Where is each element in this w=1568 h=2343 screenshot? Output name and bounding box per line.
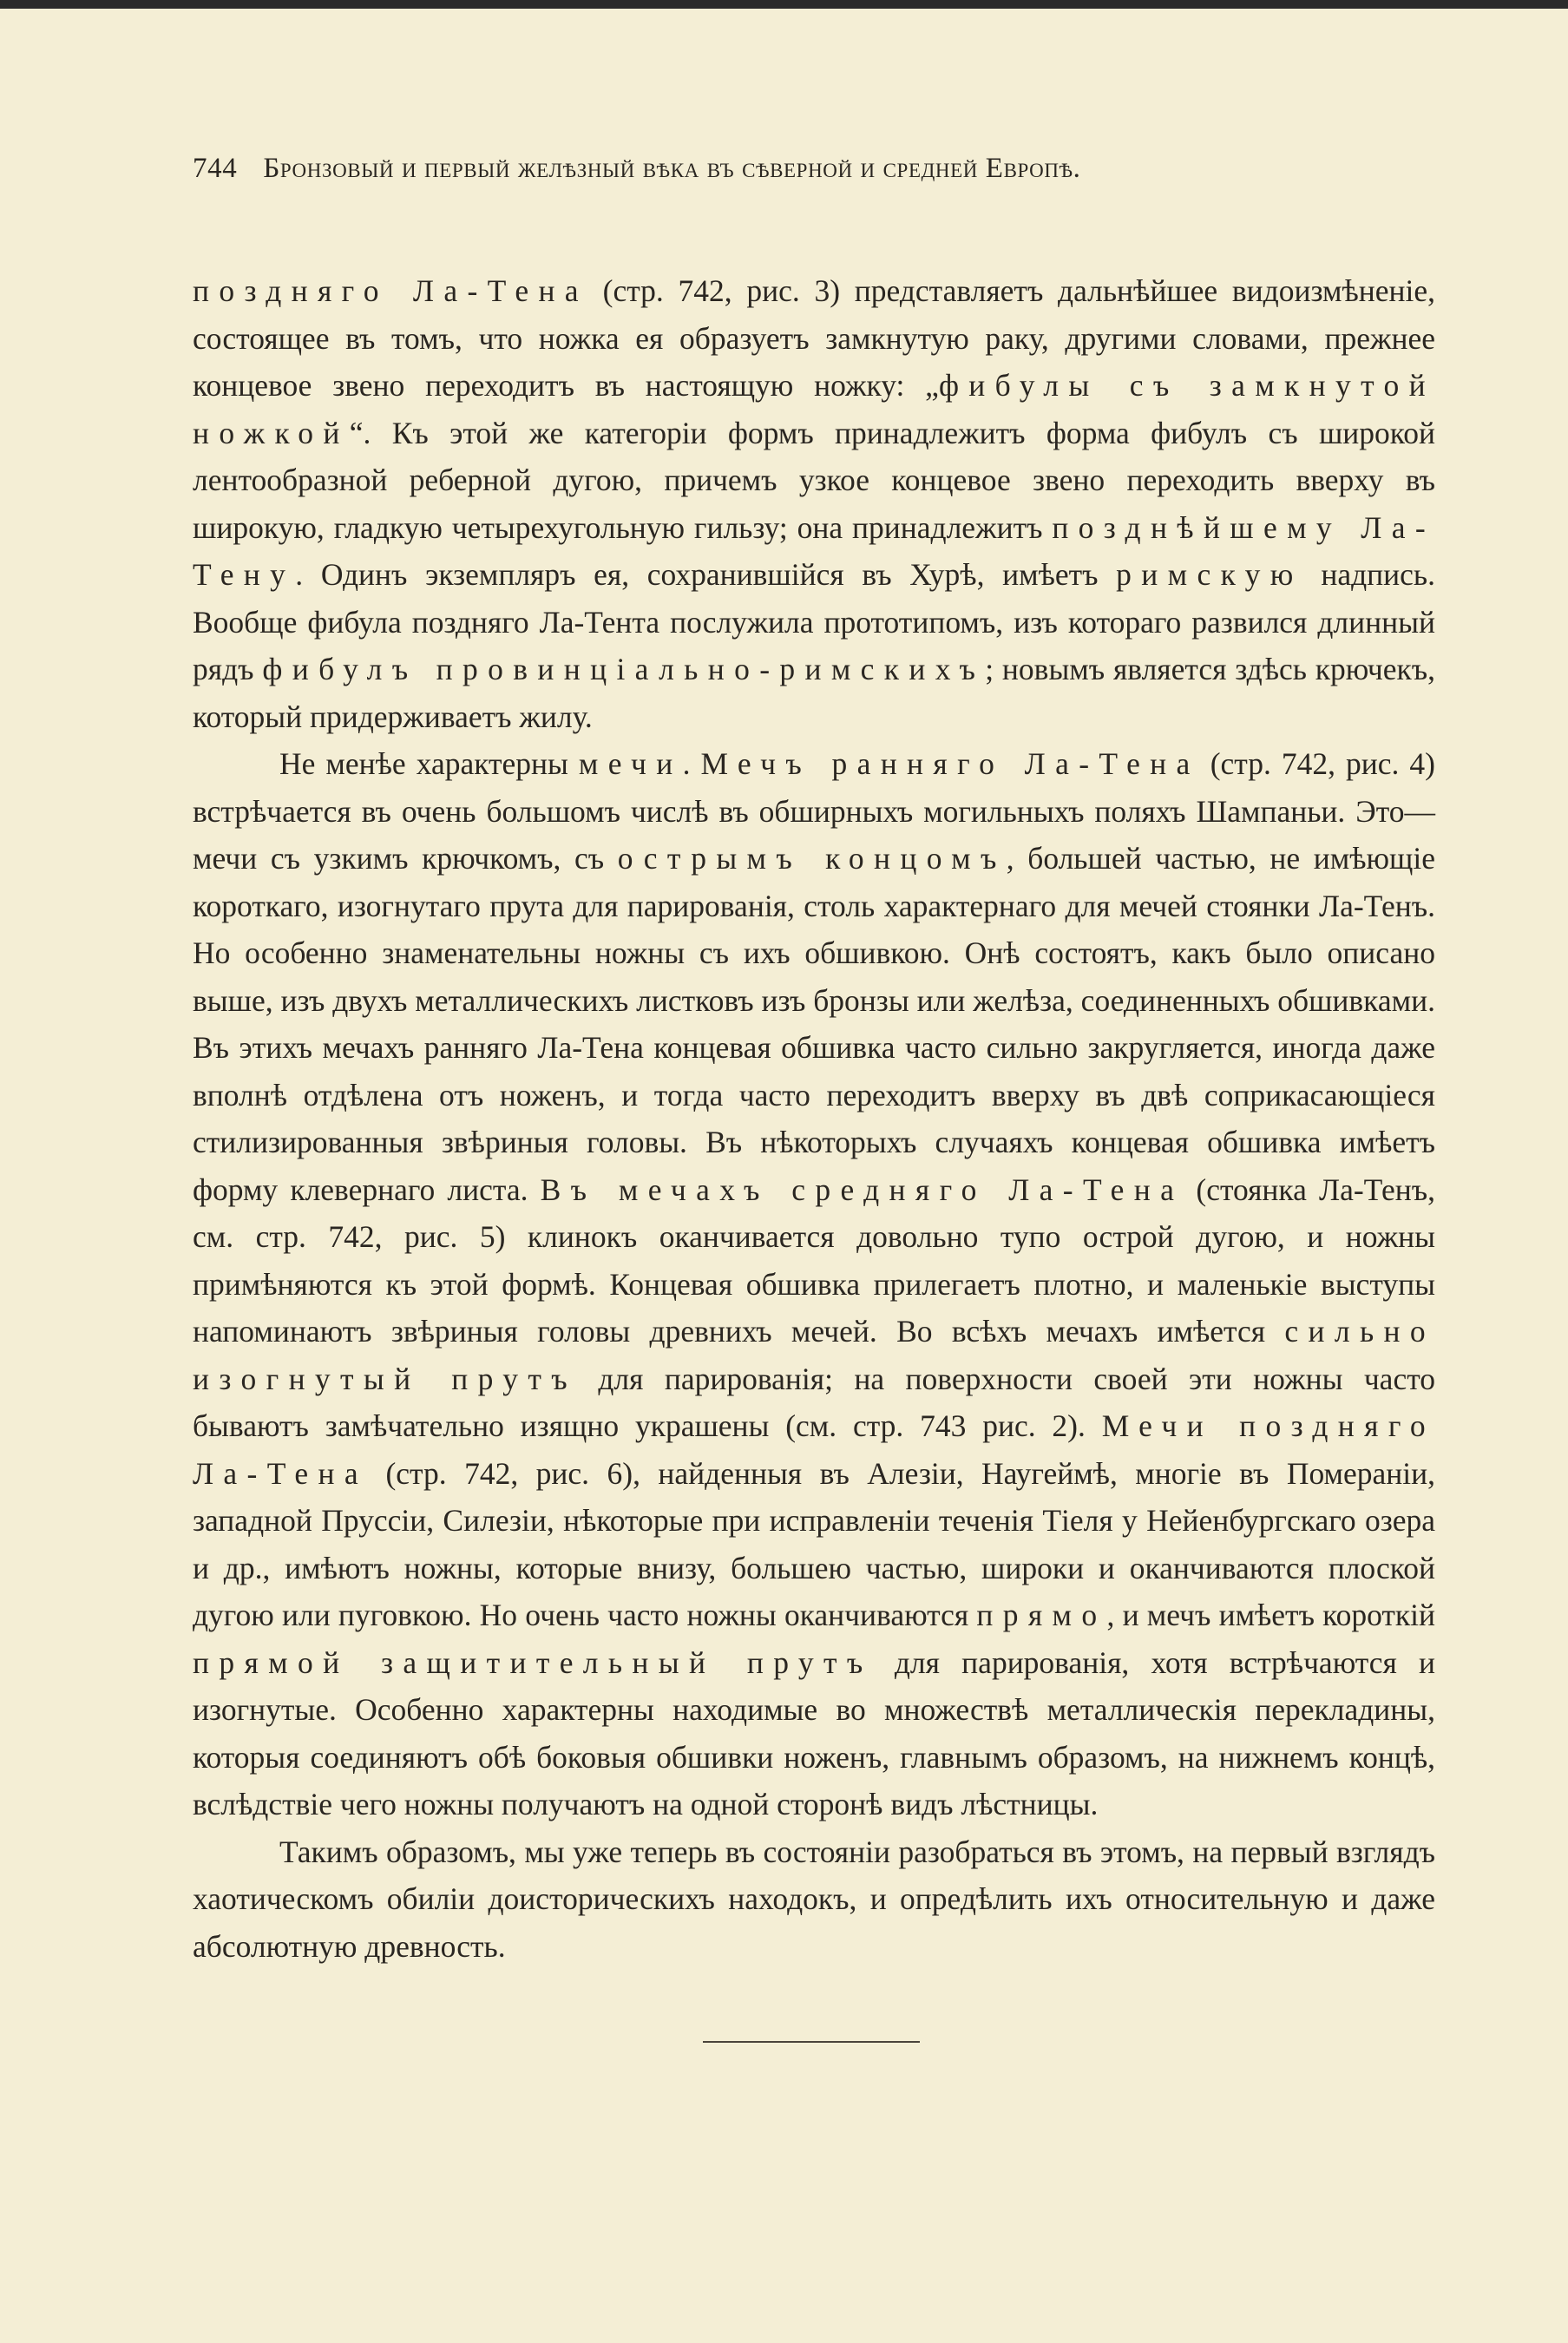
paragraph — [193, 267, 1435, 740]
text-run: , и мечъ имѣетъ короткій — [1106, 1598, 1436, 1632]
spaced-emphasis: фибулы съ замкнутой ножкой — [193, 368, 1435, 450]
text-run: для парированія, хотя встрѣчаются и изогнутые. Особенно характерны находимые во множествѣ металлическія перекладины, которыя соединяютъ обѣ боковыя обшивки ноженъ, главнымъ образомъ, на нижнемъ концѣ, вслѣдствіе чего ножны получаютъ на одной сторонѣ видъ лѣстницы. — [193, 1644, 1435, 1821]
text-run: (стр. 742, рис. 6), найденныя въ Алезіи, Наугеймѣ, многіе въ Помераніи, западной Пруссіи, Силезіи, нѣкоторые при исправленіи теченія Тіеля у Нейенбургскаго озера и др., имѣютъ ножны, которые внизу, большею частью, широки и оканчиваются плоской дугою или пуговкою. Но очень часто ножны оканчиваются — [193, 1455, 1435, 1632]
text-run: Не менѣе характерны — [279, 746, 579, 781]
spaced-emphasis: римскую — [1116, 557, 1303, 592]
spaced-emphasis: позднѣйшему Ла-Тену — [193, 509, 1435, 592]
paragraph — [193, 1828, 1435, 1971]
text-run: (стоянка Ла-Тенъ, см. стр. 742, рис. 5) клинокъ оканчивается довольно тупо острой дугою, и ножны примѣняются къ этой формѣ. Концевая обшивка прилегаетъ плотно, и маленькіе выступы напоминаютъ звѣриныя головы древнихъ мечей. Во всѣхъ мечахъ имѣется — [193, 1172, 1435, 1349]
section-divider — [703, 2041, 920, 2043]
text-run: (стр. 742, рис. 3) представляетъ дальнѣйшее видоизмѣненіе, состоящее въ томъ, что ножка ея образуетъ замкнутую раку, другими словами, прежнее концевое звено переходитъ въ настоящую ножку: „ — [193, 273, 1435, 403]
spaced-emphasis: прямой защитительный прутъ — [193, 1644, 873, 1680]
spaced-emphasis: прямо — [976, 1598, 1107, 1632]
spaced-emphasis: мечи — [578, 746, 683, 781]
spaced-emphasis: поздняго Ла-Тена — [193, 273, 588, 308]
page-top-edge — [0, 0, 1568, 9]
text-run: . Одинъ экземпляръ ея, сохранившійся въ Хурѣ, имѣетъ — [295, 557, 1117, 592]
text-run: для парированія; на поверхности своей эти ножны часто бываютъ замѣчательно изящно украшены (см. стр. 743 рис. 2). — [193, 1361, 1435, 1443]
page-number: 744 — [193, 153, 238, 184]
body-text — [193, 267, 1435, 1970]
spaced-emphasis: Мечи поздняго Ла-Тена — [193, 1408, 1435, 1491]
spaced-emphasis: острымъ концомъ — [617, 841, 1007, 876]
spaced-emphasis: сильно изогнутый прутъ — [193, 1314, 1435, 1396]
spaced-emphasis: Мечъ ранняго Ла-Тена — [700, 746, 1200, 781]
spaced-emphasis: Въ мечахъ средняго Ла-Тена — [540, 1172, 1184, 1207]
running-head — [193, 153, 1435, 205]
text-run: Такимъ образомъ, мы уже теперь въ состояніи разобраться въ этомъ, на первый взглядъ хаотическомъ обиліи доисторическихъ находокъ, и опредѣлить ихъ относительную и даже абсолютную древность. — [193, 1834, 1435, 1964]
book-page — [193, 153, 1435, 1970]
text-run: (стр. 742, рис. 4) встрѣчается въ очень большомъ числѣ въ обширныхъ могильныхъ поляхъ Шампаньи. Это—мечи съ узкимъ крючкомъ, съ — [193, 746, 1436, 876]
text-run: надпись. Вообще фибула поздняго Ла-Тента послужила прототипомъ, изъ котораго развился длинный рядъ — [193, 557, 1435, 686]
running-title: Бронзовый и первый желѣзный вѣка въ сѣверной и средней Европѣ. — [263, 153, 1081, 184]
text-run: , большей частью, не имѣющіе короткаго, изогнутаго прута для парированія, столь характернаго для мечей стоянки Ла-Тенъ. Но особенно знаменательны ножны съ ихъ обшивкою. Онѣ состоятъ, какъ было описано выше, изъ двухъ металлическихъ листковъ изъ бронзы или желѣза, соединенныхъ обшивками. Въ этихъ мечахъ ранняго Ла-Тена концевая обшивка часто сильно закругляется, иногда даже вполнѣ отдѣлена отъ ноженъ, и тогда часто переходитъ вверху въ двѣ соприкасающіеся стилизированныя звѣриныя головы. Въ нѣкоторыхъ случаяхъ концевая обшивка имѣетъ форму клевернаго листа. — [193, 841, 1436, 1207]
text-run: . — [682, 746, 701, 781]
text-run: “. Къ этой же категоріи формъ принадлежитъ форма фибулъ съ широкой лентообразной реберной дугою, причемъ узкое концевое звено переходить вверху въ широкую, гладкую четырехугольную гильзу; она принадлежитъ — [193, 415, 1435, 545]
text-run: ; новымъ является здѣсь крючекъ, который придерживаетъ жилу. — [193, 652, 1436, 734]
paragraph — [193, 740, 1435, 1828]
spaced-emphasis: фибулъ провинціально-римскихъ — [262, 652, 986, 686]
